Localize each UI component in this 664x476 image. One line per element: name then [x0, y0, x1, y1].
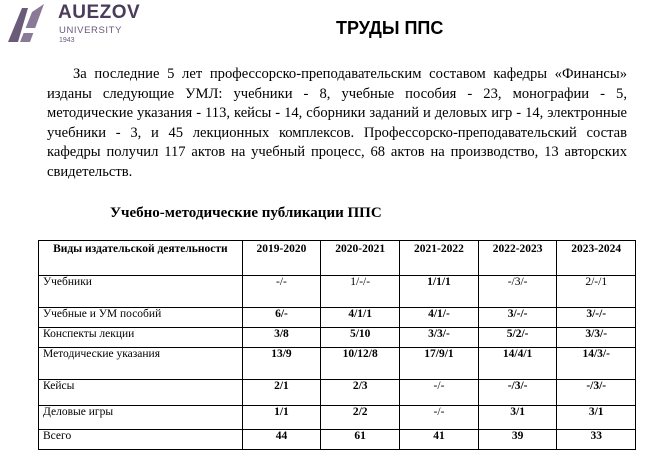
- table-cell: 6/-: [242, 308, 320, 328]
- table-cell: -/3/-: [478, 276, 557, 308]
- table-row: [39, 276, 636, 308]
- table-cell: 14/3/-: [557, 348, 636, 380]
- table-cell: 1/1/1: [400, 276, 479, 308]
- table-cell: 2/2: [321, 406, 400, 430]
- table-cell: 17/9/1: [400, 348, 479, 380]
- row-label: Конспекты лекции: [39, 328, 243, 348]
- header-year-2019-2020: 2019-2020: [242, 241, 320, 276]
- table-cell: -/3/-: [557, 380, 636, 406]
- row-label: Всего: [39, 430, 243, 450]
- table-cell: 3/1: [557, 406, 636, 430]
- header-year-2020-2021: 2020-2021: [321, 241, 400, 276]
- table-cell: 1/-/-: [321, 276, 400, 308]
- university-logo: [0, 0, 150, 48]
- header-year-2023-2024: 2023-2024: [557, 241, 636, 276]
- table-row: [39, 380, 636, 406]
- table-cell: -/-: [242, 276, 320, 308]
- row-label: Методические указания: [39, 348, 243, 380]
- logo-year: 1943: [59, 37, 75, 44]
- row-label: Учебники: [39, 276, 243, 308]
- header-year-2022-2023: 2022-2023: [478, 241, 557, 276]
- table-cell: 39: [478, 430, 557, 450]
- table-cell: 3/3/-: [557, 328, 636, 348]
- table-cell: 3/3/-: [400, 328, 479, 348]
- table-cell: 2/3: [321, 380, 400, 406]
- table-cell: -/-: [400, 380, 479, 406]
- table-cell: 61: [321, 430, 400, 450]
- page-title: ТРУДЫ ППС: [336, 18, 444, 38]
- table-row: [39, 328, 636, 348]
- table-cell: 33: [557, 430, 636, 450]
- auezov-logo-icon: [4, 2, 48, 46]
- row-label: Учебные и УМ пособий: [39, 308, 243, 328]
- table-row: [39, 430, 636, 450]
- table-cell: 2/1: [242, 380, 320, 406]
- logo-name: AUEZOV: [58, 2, 141, 23]
- table-cell: 10/12/8: [321, 348, 400, 380]
- table-cell: 41: [400, 430, 479, 450]
- header-year-2021-2022: 2021-2022: [400, 241, 479, 276]
- table-cell: 2/-/1: [557, 276, 636, 308]
- table-cell: 4/1/1: [321, 308, 400, 328]
- publications-table: [38, 240, 636, 450]
- logo-subtitle: UNIVERSITY: [59, 25, 123, 36]
- table-cell: 3/1: [478, 406, 557, 430]
- table-row: [39, 308, 636, 328]
- table-cell: 3/-/-: [557, 308, 636, 328]
- table-cell: 3/-/-: [478, 308, 557, 328]
- intro-paragraph: За последние 5 лет профессорско-преподавательским составом кафедры «Финансы» изданы следующие УМЛ: учебники - 8, учебные пособия - 23, монографии - 5, методические указания - 113, кейсы - 14, сборники заданий и деловых игр - 14, электронные учебники - 3, и 45 лекционных комплексов. Профессорско-преподавательский состав кафедры получил 117 актов на учебный процесс, 68 актов на производство, 13 авторских свидетельств.: [47, 66, 627, 180]
- table-cell: 1/1: [242, 406, 320, 430]
- table-cell: 4/1/-: [400, 308, 479, 328]
- row-label: Деловые игры: [39, 406, 243, 430]
- table-cell: -/3/-: [478, 380, 557, 406]
- table-cell: 44: [242, 430, 320, 450]
- table-row: [39, 348, 636, 380]
- table-row: [39, 406, 636, 430]
- table-cell: 5/10: [321, 328, 400, 348]
- table-cell: -/-: [400, 406, 479, 430]
- table-header-row: [39, 241, 636, 276]
- table-title: Учебно-методические публикации ППС: [110, 205, 382, 221]
- row-label: Кейсы: [39, 380, 243, 406]
- header-publication-type: Виды издательской деятельности: [39, 241, 243, 276]
- table-cell: 3/8: [242, 328, 320, 348]
- table-cell: 5/2/-: [478, 328, 557, 348]
- table-cell: 13/9: [242, 348, 320, 380]
- table-cell: 14/4/1: [478, 348, 557, 380]
